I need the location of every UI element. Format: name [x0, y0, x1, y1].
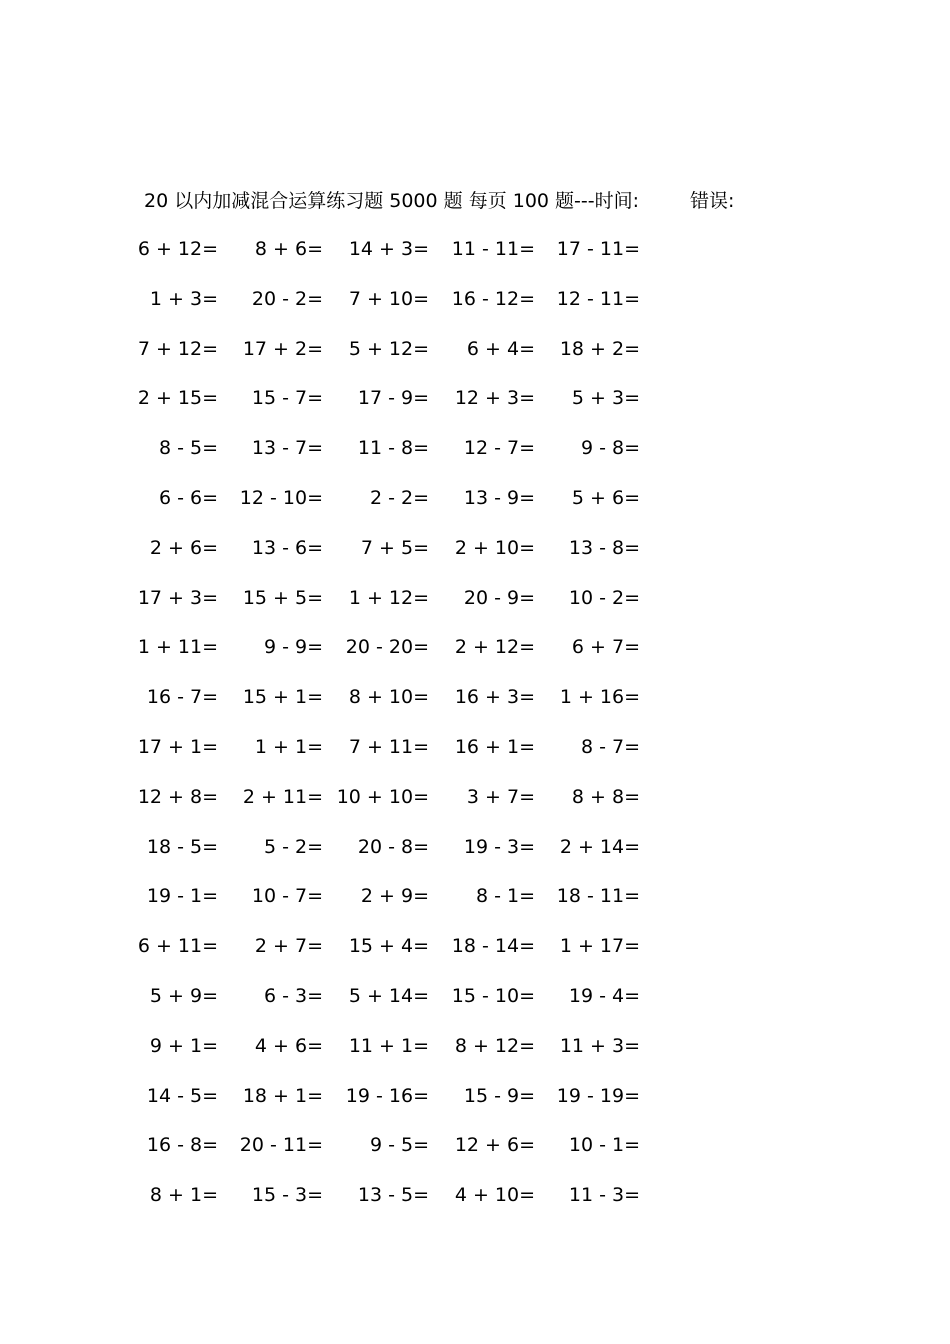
math-problem: 9 - 9=	[263, 636, 323, 659]
problem-row	[0, 581, 950, 631]
math-problem: 1 + 11=	[137, 636, 218, 659]
errors-label: 错误:	[690, 190, 735, 212]
math-problem: 17 - 11=	[556, 238, 640, 260]
math-problem: 13 - 6=	[251, 536, 323, 559]
math-problem: 18 - 5=	[146, 835, 218, 858]
math-problem: 9 - 8=	[580, 437, 640, 460]
math-problem: 5 + 12=	[348, 337, 429, 360]
math-problem: 1 + 1=	[254, 735, 323, 758]
math-problem: 2 + 12=	[454, 636, 535, 659]
problem-row	[0, 531, 950, 581]
math-problem: 20 - 9=	[463, 586, 535, 609]
math-problem: 5 + 6=	[571, 486, 640, 509]
math-problem: 11 - 11=	[451, 238, 535, 260]
math-problem: 16 - 12=	[451, 287, 535, 310]
math-problem: 11 - 3=	[568, 1184, 640, 1207]
math-problem: 10 + 10=	[336, 785, 429, 808]
math-problem: 19 - 16=	[345, 1084, 429, 1107]
math-problem: 13 - 8=	[568, 536, 640, 559]
math-problem: 18 + 2=	[559, 337, 640, 360]
problem-row	[0, 830, 950, 880]
math-problem: 2 + 11=	[242, 785, 323, 808]
math-problem: 14 - 5=	[146, 1084, 218, 1107]
math-problem: 2 + 10=	[454, 536, 535, 559]
math-problem: 15 - 7=	[251, 387, 323, 410]
math-problem: 7 + 12=	[137, 337, 218, 360]
math-problem: 17 - 9=	[357, 387, 429, 410]
math-problem: 10 - 7=	[251, 885, 323, 908]
problem-row	[0, 730, 950, 780]
math-problem: 7 + 10=	[348, 287, 429, 310]
math-problem: 10 - 1=	[568, 1134, 640, 1157]
math-problem: 17 + 3=	[137, 586, 218, 609]
math-problem: 3 + 7=	[466, 785, 535, 808]
math-problem: 19 - 19=	[556, 1084, 640, 1107]
problem-row	[0, 780, 950, 830]
math-problem: 6 + 4=	[466, 337, 535, 360]
math-problem: 12 - 10=	[239, 486, 323, 509]
math-problem: 13 - 5=	[357, 1184, 429, 1207]
problem-grid	[0, 232, 950, 1228]
problem-row	[0, 232, 950, 282]
math-problem: 6 + 12=	[137, 238, 218, 260]
problem-row	[0, 929, 950, 979]
math-problem: 19 - 1=	[146, 885, 218, 908]
math-problem: 15 - 10=	[451, 984, 535, 1007]
math-problem: 19 - 3=	[463, 835, 535, 858]
math-problem: 20 - 8=	[357, 835, 429, 858]
math-problem: 14 + 3=	[348, 238, 429, 260]
math-problem: 15 - 3=	[251, 1184, 323, 1207]
math-problem: 16 - 8=	[146, 1134, 218, 1157]
math-problem: 5 + 14=	[348, 984, 429, 1007]
math-problem: 5 + 3=	[571, 387, 640, 410]
math-problem: 1 + 3=	[149, 287, 218, 310]
math-problem: 8 + 10=	[348, 686, 429, 709]
math-problem: 4 + 6=	[254, 1034, 323, 1057]
problem-row	[0, 332, 950, 382]
problem-row	[0, 381, 950, 431]
math-problem: 15 + 4=	[348, 935, 429, 958]
math-problem: 9 + 1=	[149, 1034, 218, 1057]
math-problem: 11 + 3=	[559, 1034, 640, 1057]
math-problem: 7 + 5=	[360, 536, 429, 559]
math-problem: 18 - 11=	[556, 885, 640, 908]
problem-row	[0, 1029, 950, 1079]
math-problem: 6 + 11=	[137, 935, 218, 958]
math-problem: 9 - 5=	[369, 1134, 429, 1157]
math-problem: 2 - 2=	[369, 486, 429, 509]
math-problem: 2 + 9=	[360, 885, 429, 908]
problem-row	[0, 630, 950, 680]
math-problem: 20 - 11=	[239, 1134, 323, 1157]
math-problem: 17 + 1=	[137, 735, 218, 758]
math-problem: 15 - 9=	[463, 1084, 535, 1107]
math-problem: 2 + 14=	[559, 835, 640, 858]
math-problem: 16 - 7=	[146, 686, 218, 709]
math-problem: 5 - 2=	[263, 835, 323, 858]
math-problem: 16 + 1=	[454, 735, 535, 758]
math-problem: 12 + 3=	[454, 387, 535, 410]
math-problem: 6 - 3=	[263, 984, 323, 1007]
problem-row	[0, 1079, 950, 1129]
math-problem: 17 + 2=	[242, 337, 323, 360]
problem-row	[0, 431, 950, 481]
math-problem: 1 + 12=	[348, 586, 429, 609]
math-problem: 20 - 20=	[345, 636, 429, 659]
math-problem: 2 + 6=	[149, 536, 218, 559]
math-problem: 2 + 7=	[254, 935, 323, 958]
math-problem: 15 + 5=	[242, 586, 323, 609]
math-problem: 8 - 7=	[580, 735, 640, 758]
math-problem: 18 - 14=	[451, 935, 535, 958]
math-problem: 8 + 1=	[149, 1184, 218, 1207]
math-problem: 8 + 6=	[254, 238, 323, 260]
math-problem: 12 + 8=	[137, 785, 218, 808]
math-problem: 11 + 1=	[348, 1034, 429, 1057]
math-problem: 15 + 1=	[242, 686, 323, 709]
worksheet-title: 20 以内加减混合运算练习题 5000 题 每页 100 题---时间:	[144, 190, 640, 212]
problem-row	[0, 979, 950, 1029]
math-problem: 2 + 15=	[137, 387, 218, 410]
math-problem: 13 - 7=	[251, 437, 323, 460]
problem-row	[0, 282, 950, 332]
math-problem: 6 - 6=	[158, 486, 218, 509]
problem-row	[0, 1128, 950, 1178]
math-problem: 8 - 5=	[158, 437, 218, 460]
math-problem: 12 - 7=	[463, 437, 535, 460]
math-problem: 8 + 12=	[454, 1034, 535, 1057]
math-problem: 12 - 11=	[556, 287, 640, 310]
math-problem: 16 + 3=	[454, 686, 535, 709]
math-problem: 5 + 9=	[149, 984, 218, 1007]
math-problem: 19 - 4=	[568, 984, 640, 1007]
math-problem: 1 + 17=	[559, 935, 640, 958]
problem-row	[0, 1178, 950, 1228]
math-problem: 20 - 2=	[251, 287, 323, 310]
problem-row	[0, 680, 950, 730]
math-problem: 6 + 7=	[571, 636, 640, 659]
math-problem: 10 - 2=	[568, 586, 640, 609]
worksheet-header	[144, 186, 794, 216]
problem-row	[0, 481, 950, 531]
math-problem: 18 + 1=	[242, 1084, 323, 1107]
math-problem: 7 + 11=	[348, 735, 429, 758]
math-problem: 11 - 8=	[357, 437, 429, 460]
math-problem: 1 + 16=	[559, 686, 640, 709]
math-problem: 13 - 9=	[463, 486, 535, 509]
problem-row	[0, 879, 950, 929]
math-problem: 12 + 6=	[454, 1134, 535, 1157]
math-problem: 4 + 10=	[454, 1184, 535, 1207]
math-problem: 8 + 8=	[571, 785, 640, 808]
math-problem: 8 - 1=	[475, 885, 535, 908]
